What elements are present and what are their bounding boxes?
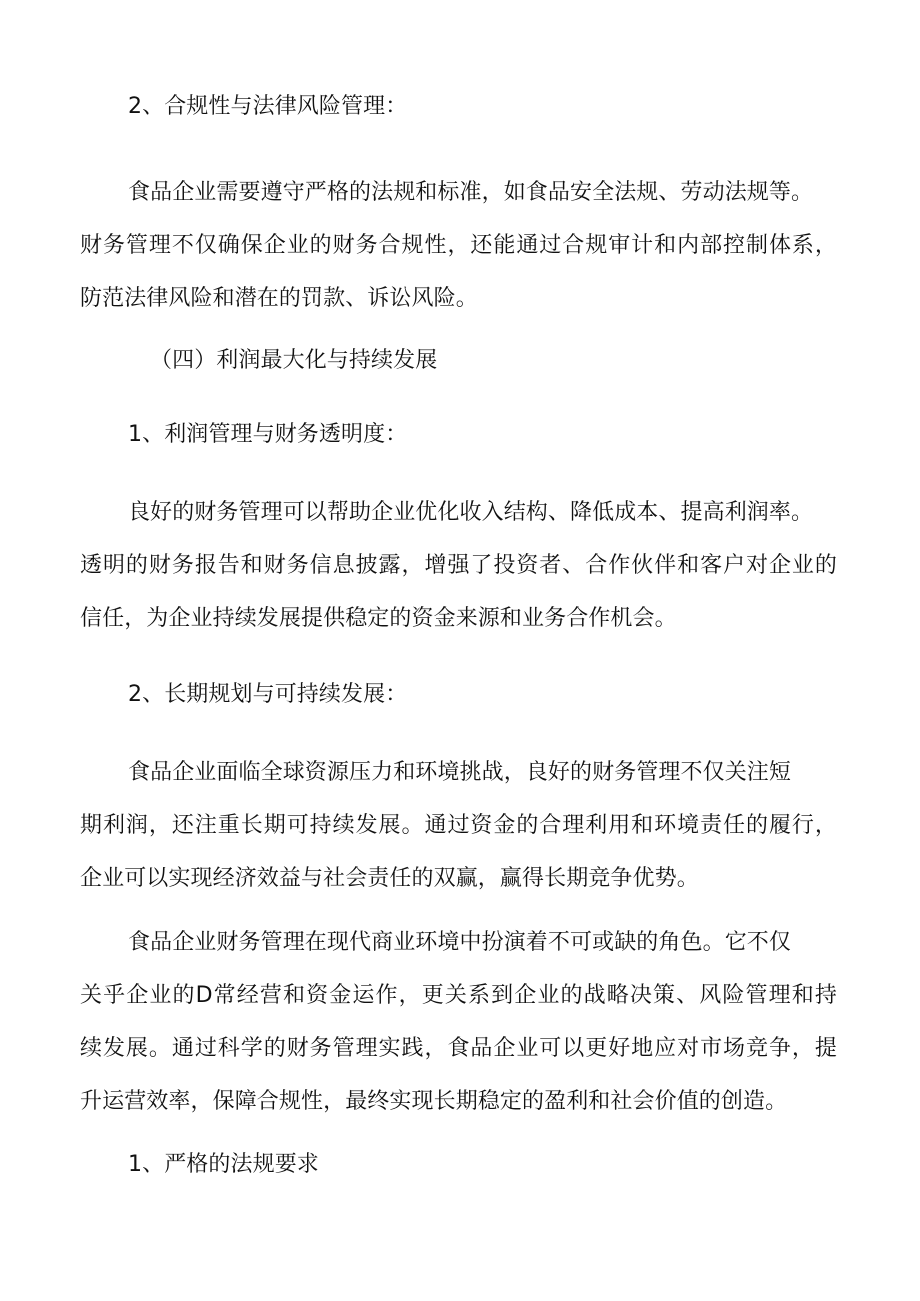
paragraph-summary-line-1: 食品企业财务管理在现代商业环境中扮演着不可或缺的角色。它不仅 <box>128 930 792 955</box>
heading-strict: 1、严格的法规要求 <box>128 1152 319 1177</box>
paragraph-summary-line-4: 升运营效率，保障合规性，最终实现长期稳定的盈利和社会价值的创造。 <box>80 1089 788 1114</box>
paragraph-summary-line-2: 关乎企业的D常经营和资金运作，更关系到企业的战略决策、风险管理和持 <box>80 983 837 1008</box>
heading-longterm: 2、长期规划与可持续发展： <box>128 682 408 707</box>
paragraph-summary-line-3: 续发展。通过科学的财务管理实践，食品企业可以更好地应对市场竞争，提 <box>80 1036 837 1061</box>
paragraph-profit-line-3: 信任，为企业持续发展提供稳定的资金来源和业务合作机会。 <box>80 606 677 631</box>
paragraph-compliance-line-2: 财务管理不仅确保企业的财务合规性，还能通过合规审计和内部控制体系， <box>80 233 837 258</box>
paragraph-compliance-line-1: 食品企业需要遵守严格的法规和标准，如食品安全法规、劳动法规等。 <box>128 180 814 205</box>
paragraph-longterm-line-2: 期利润，还注重长期可持续发展。通过资金的合理利用和环境责任的履行， <box>80 813 837 838</box>
paragraph-longterm-line-1: 食品企业面临全球资源压力和环境挑战，良好的财务管理不仅关注短 <box>128 760 792 785</box>
paragraph-compliance-line-3: 防范法律风险和潜在的罚款、诉讼风险。 <box>80 286 478 311</box>
heading-compliance: 2、合规性与法律风险管理： <box>128 94 408 119</box>
paragraph-profit-line-1: 良好的财务管理可以帮助企业优化收入结构、降低成本、提高利润率。 <box>128 500 814 525</box>
paragraph-longterm-line-3: 企业可以实现经济效益与社会责任的双赢，赢得长期竞争优势。 <box>80 866 699 891</box>
section-heading-4: （四）利润最大化与持续发展 <box>150 348 438 373</box>
heading-profit: 1、利润管理与财务透明度： <box>128 422 408 447</box>
paragraph-profit-line-2: 透明的财务报告和财务信息披露，增强了投资者、合作伙伴和客户对企业的 <box>80 553 837 578</box>
